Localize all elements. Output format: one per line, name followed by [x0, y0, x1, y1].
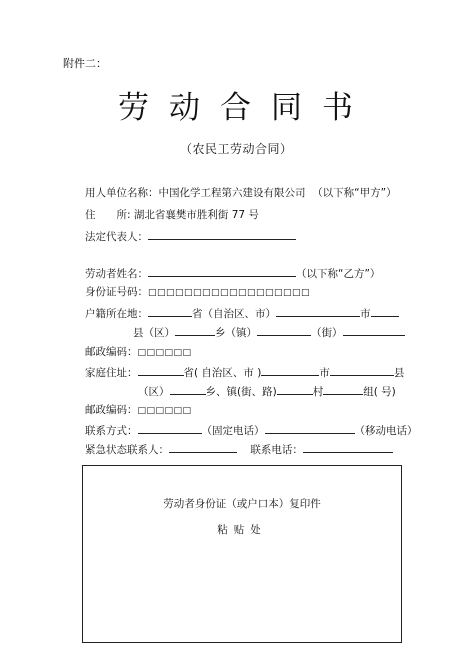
employer-address-label: 住 所: [85, 209, 131, 221]
mobile-field[interactable] [265, 422, 355, 434]
hukou-city-label: 市 [360, 308, 371, 320]
postcode-label: 邮政编码： [85, 346, 138, 358]
home-town-label: 乡、镇(街、路) [205, 386, 277, 398]
home-group-field[interactable] [323, 383, 363, 395]
hukou-row-2 [133, 324, 405, 340]
mobile-label: （移动电话） [354, 425, 418, 437]
hukou-label: 户籍所在地： [85, 308, 148, 320]
hukou-county-field[interactable] [371, 305, 399, 317]
landline-label: （固定电话） [201, 425, 265, 437]
paste-here-label: 粘贴处 [217, 524, 267, 536]
hukou-street-field[interactable] [257, 324, 311, 336]
home-address-row-2 [138, 383, 396, 399]
emergency-contact-field[interactable] [169, 441, 237, 453]
employer-address-row [85, 208, 259, 222]
hukou-province-field[interactable] [148, 305, 192, 317]
postcode2-row [85, 403, 192, 418]
postcode2-boxes[interactable]: □□□□□□ [137, 406, 192, 416]
id-number-row [85, 285, 310, 300]
home-province-field[interactable] [138, 364, 184, 376]
home-county-field[interactable] [330, 364, 394, 376]
worker-name-field[interactable] [148, 265, 296, 277]
postcode2-label: 邮政编码： [85, 404, 138, 416]
hukou-street-detail-field[interactable] [343, 324, 405, 336]
employer-name-value: 中国化学工程第六建设有限公司 [158, 187, 306, 199]
hukou-city-field[interactable] [276, 305, 360, 317]
home-village-field[interactable] [277, 383, 313, 395]
home-county-label: 县 [393, 367, 405, 379]
hukou-street-label: （街） [311, 327, 343, 339]
worker-name-label: 劳动者姓名： [85, 268, 148, 280]
hukou-county-label: 县（区） [133, 327, 175, 339]
home-city-label: 市 [319, 367, 330, 379]
home-address-row [85, 364, 404, 380]
employer-name-suffix: （以下称“甲方”） [312, 187, 397, 199]
legal-rep-row [85, 228, 296, 244]
home-village-label: 村 [312, 386, 324, 398]
postcode-boxes[interactable]: □□□□□□ [137, 348, 192, 358]
home-address-label: 家庭住址： [85, 367, 138, 379]
worker-name-suffix: （以下称“乙方”） [296, 268, 381, 280]
id-copy-paste-box[interactable] [82, 465, 402, 643]
employer-name-label: 用人单位名称： [85, 187, 159, 199]
home-qu-label: （区） [138, 386, 170, 398]
id-number-label: 身份证号码： [85, 286, 148, 298]
emergency-row [85, 441, 393, 457]
emergency-contact-label: 紧急状态联系人： [85, 444, 169, 456]
hukou-province-label: 省（自治区、市） [192, 308, 276, 320]
landline-field[interactable] [138, 422, 202, 434]
employer-name-row [85, 186, 397, 200]
hukou-township-label: 乡（镇） [215, 327, 257, 339]
legal-rep-label: 法定代表人： [85, 231, 148, 243]
home-group-label: 组( 号) [363, 386, 396, 398]
id-number-boxes[interactable]: □□□□□□□□□□□□□□□□□□ [148, 288, 311, 298]
contact-label: 联系方式： [85, 425, 138, 437]
hukou-row [85, 305, 399, 321]
emergency-phone-label: 联系电话： [250, 444, 303, 456]
hukou-township-field[interactable] [175, 324, 215, 336]
home-town-field[interactable] [170, 383, 206, 395]
postcode-row [85, 345, 192, 360]
home-province-label: 省( 自治区、市 ) [183, 367, 262, 379]
employer-address-value: 湖北省襄樊市胜利街 77 号 [133, 209, 259, 221]
document-title: 劳动合同书 [118, 90, 373, 126]
document-subtitle: （农民工劳动合同） [180, 142, 293, 156]
id-copy-label: 劳动者身份证（或户口本）复印件 [163, 498, 321, 510]
legal-rep-field[interactable] [148, 228, 296, 240]
attachment-label: 附件二： [63, 57, 107, 70]
worker-name-row [85, 265, 380, 281]
emergency-phone-field[interactable] [303, 441, 393, 453]
home-city-field[interactable] [261, 364, 319, 376]
contact-row [85, 422, 418, 438]
